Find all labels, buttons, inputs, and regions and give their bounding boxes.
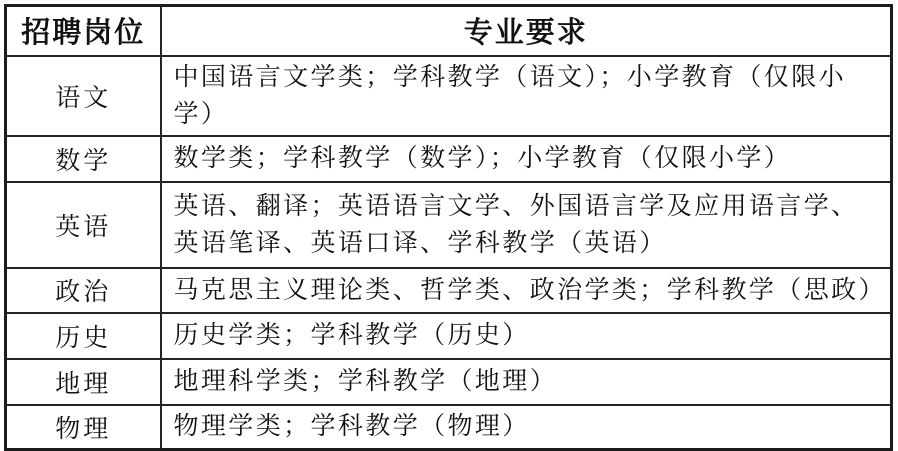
position-cell: 历史 bbox=[6, 313, 161, 359]
requirement-cell: 马克思主义理论类、哲学类、政治学类；学科教学（思政） bbox=[161, 268, 892, 313]
position-cell: 语文 bbox=[6, 56, 161, 136]
column-header-position: 招聘岗位 bbox=[6, 6, 161, 56]
requirement-cell: 中国语言文学类；学科教学（语文）；小学教育（仅限小学） bbox=[161, 56, 892, 136]
table-row-politics bbox=[6, 268, 892, 313]
position-cell: 数学 bbox=[6, 136, 161, 182]
table-row-english bbox=[6, 182, 892, 268]
table-row-geography bbox=[6, 359, 892, 405]
requirement-cell: 历史学类；学科教学（历史） bbox=[161, 313, 892, 359]
table-row-chinese bbox=[6, 56, 892, 136]
recruitment-table bbox=[4, 4, 893, 451]
requirement-cell: 物理学类；学科教学（物理） bbox=[161, 405, 892, 450]
table-row-physics bbox=[6, 405, 892, 450]
column-header-requirement: 专业要求 bbox=[161, 6, 892, 56]
header-row bbox=[6, 6, 892, 56]
table-row-math bbox=[6, 136, 892, 182]
table-row-history bbox=[6, 313, 892, 359]
requirement-cell: 地理科学类；学科教学（地理） bbox=[161, 359, 892, 405]
requirement-cell: 数学类；学科教学（数学）；小学教育（仅限小学） bbox=[161, 136, 892, 182]
position-cell: 政治 bbox=[6, 268, 161, 313]
requirement-cell: 英语、翻译；英语语言文学、外国语言学及应用语言学、英语笔译、英语口译、学科教学（英语） bbox=[161, 182, 892, 268]
position-cell: 英语 bbox=[6, 182, 161, 268]
position-cell: 物理 bbox=[6, 405, 161, 450]
position-cell: 地理 bbox=[6, 359, 161, 405]
